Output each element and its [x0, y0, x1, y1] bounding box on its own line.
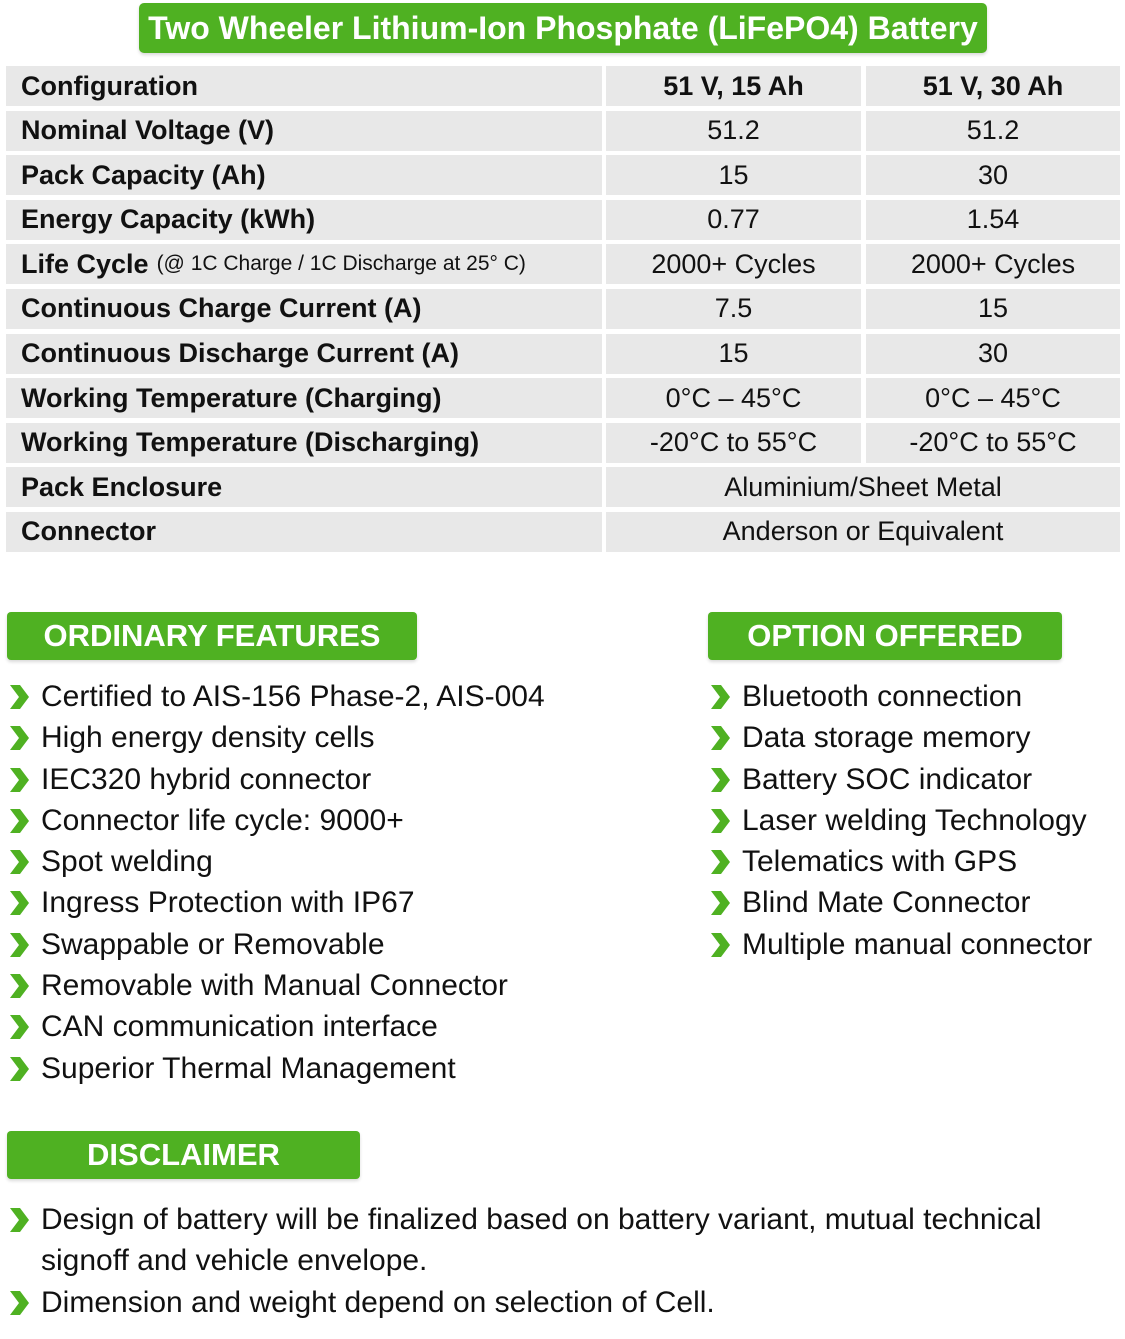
- list-item: [6, 717, 545, 758]
- row-label: [6, 378, 602, 418]
- spec-rows: [6, 111, 1120, 463]
- row-label-text: Pack Capacity (Ah): [21, 159, 266, 190]
- chevron-right-arrow-icon: [8, 889, 30, 917]
- list-item: [6, 965, 545, 1006]
- chevron-right-arrow-icon: [8, 724, 30, 752]
- row-value-merged: Aluminium/Sheet Metal: [606, 467, 1120, 507]
- row-value-30ah: -20°C to 55°C: [866, 423, 1120, 463]
- list-item-text: Multiple manual connector: [742, 927, 1093, 961]
- header-configuration: Configuration: [6, 66, 602, 106]
- table-row: [6, 423, 1120, 463]
- table-row: [6, 467, 1120, 507]
- list-item: [6, 841, 545, 882]
- row-value-30ah: 30: [866, 155, 1120, 195]
- row-value-15ah: 51.2: [606, 111, 861, 151]
- list-item-text: Data storage memory: [742, 721, 1031, 755]
- row-value-30ah: 30: [866, 334, 1120, 374]
- row-value-30ah: 15: [866, 289, 1120, 329]
- row-value-30ah: 51.2: [866, 111, 1120, 151]
- list-item-text: Removable with Manual Connector: [41, 969, 508, 1003]
- header-col-15ah: 51 V, 15 Ah: [606, 66, 861, 106]
- row-label-text: Continuous Charge Current (A): [21, 293, 422, 324]
- list-item-text: Certified to AIS-156 Phase-2, AIS-004: [41, 680, 545, 713]
- table-row: [6, 200, 1120, 240]
- row-label: Pack Enclosure: [6, 467, 602, 507]
- list-item: [6, 1006, 545, 1047]
- list-item: [6, 882, 545, 923]
- chevron-right-arrow-icon: [8, 683, 30, 711]
- row-value-15ah: 0°C – 45°C: [606, 378, 861, 418]
- table-row: [6, 512, 1120, 552]
- options-list: [707, 676, 1092, 965]
- list-item-text: Bluetooth connection: [742, 680, 1023, 713]
- list-item: [6, 1282, 1116, 1323]
- chevron-right-arrow-icon: [8, 766, 30, 794]
- chevron-right-arrow-icon: [8, 1013, 30, 1041]
- row-value-15ah: 7.5: [606, 289, 861, 329]
- list-item-text: Connector life cycle: 9000+: [41, 803, 404, 837]
- row-value-15ah: 15: [606, 155, 861, 195]
- row-label: Connector: [6, 512, 602, 552]
- list-item-text: IEC320 hybrid connector: [41, 762, 372, 796]
- chevron-right-arrow-icon: [709, 683, 731, 711]
- list-item: [6, 759, 545, 800]
- list-item-text: Blind Mate Connector: [742, 886, 1031, 920]
- list-item: [707, 882, 1092, 923]
- table-row: [6, 244, 1120, 284]
- row-label: [6, 200, 602, 240]
- row-label-text: Life Cycle: [21, 248, 149, 279]
- list-item: [707, 759, 1092, 800]
- chevron-right-arrow-icon: [8, 807, 30, 835]
- chevron-right-arrow-icon: [8, 931, 30, 959]
- features-list: [6, 676, 545, 1089]
- table-row: [6, 155, 1120, 195]
- list-item: [707, 841, 1092, 882]
- list-item-text: Dimension and weight depend on selection of Cell.: [41, 1285, 715, 1319]
- table-row: [6, 289, 1120, 329]
- chevron-right-arrow-icon: [709, 931, 731, 959]
- list-item-text: Spot welding: [41, 845, 213, 879]
- row-label: [6, 244, 602, 284]
- options-heading: OPTION OFFERED: [708, 612, 1062, 660]
- row-value-15ah: -20°C to 55°C: [606, 423, 861, 463]
- chevron-right-arrow-icon: [8, 848, 30, 876]
- chevron-right-arrow-icon: [709, 766, 731, 794]
- list-item-text: Laser welding Technology: [742, 803, 1087, 837]
- row-label-text: Nominal Voltage (V): [21, 115, 275, 146]
- list-item: [6, 924, 545, 965]
- chevron-right-arrow-icon: [8, 972, 30, 1000]
- list-item-text: High energy density cells: [41, 721, 375, 755]
- row-value-30ah: 1.54: [866, 200, 1120, 240]
- list-item-text: Swappable or Removable: [41, 927, 385, 961]
- table-header-row: [6, 66, 1120, 106]
- row-value-merged: Anderson or Equivalent: [606, 512, 1120, 552]
- spec-table: [6, 66, 1120, 557]
- row-label: [6, 289, 602, 329]
- list-item: [6, 676, 545, 717]
- row-value-30ah: 2000+ Cycles: [866, 244, 1120, 284]
- list-item: [6, 1048, 545, 1089]
- list-item-text: Battery SOC indicator: [742, 762, 1033, 796]
- row-value-15ah: 0.77: [606, 200, 861, 240]
- list-item-text: Superior Thermal Management: [41, 1051, 456, 1085]
- table-row: [6, 111, 1120, 151]
- row-label: [6, 423, 602, 463]
- list-item: [6, 800, 545, 841]
- list-item: [707, 924, 1092, 965]
- list-item: [6, 1199, 1116, 1282]
- list-item: [707, 676, 1092, 717]
- table-row: [6, 334, 1120, 374]
- row-label: [6, 334, 602, 374]
- chevron-right-arrow-icon: [709, 848, 731, 876]
- row-value-30ah: 0°C – 45°C: [866, 378, 1120, 418]
- row-label-text: Working Temperature (Discharging): [21, 427, 480, 458]
- row-note: (@ 1C Charge / 1C Discharge at 25° C): [156, 252, 526, 276]
- features-heading: ORDINARY FEATURES: [7, 612, 417, 660]
- row-label: [6, 111, 602, 151]
- chevron-right-arrow-icon: [709, 724, 731, 752]
- list-item-text: Ingress Protection with IP67: [41, 886, 415, 920]
- row-label-text: Energy Capacity (kWh): [21, 204, 316, 235]
- disclaimer-heading: DISCLAIMER: [7, 1131, 360, 1179]
- list-item-text: Design of battery will be finalized based on battery variant, mutual technical signoff and vehicle envelope.: [41, 1203, 1042, 1278]
- row-label-text: Working Temperature (Charging): [21, 382, 442, 413]
- chevron-right-arrow-icon: [709, 889, 731, 917]
- chevron-right-arrow-icon: [8, 1206, 30, 1234]
- list-item: [707, 800, 1092, 841]
- table-row: [6, 378, 1120, 418]
- page-title: Two Wheeler Lithium-Ion Phosphate (LiFePO4) Battery: [139, 3, 987, 53]
- row-label-text: Continuous Discharge Current (A): [21, 338, 460, 369]
- list-item-text: Telematics with GPS: [742, 845, 1018, 879]
- disclaimer-list: [6, 1199, 1116, 1323]
- chevron-right-arrow-icon: [8, 1289, 30, 1317]
- header-col-30ah: 51 V, 30 Ah: [866, 66, 1120, 106]
- chevron-right-arrow-icon: [709, 807, 731, 835]
- chevron-right-arrow-icon: [8, 1055, 30, 1083]
- list-item-text: CAN communication interface: [41, 1010, 438, 1044]
- row-value-15ah: 2000+ Cycles: [606, 244, 861, 284]
- row-label: [6, 155, 602, 195]
- span-rows: [6, 467, 1120, 552]
- list-item: [707, 717, 1092, 758]
- row-value-15ah: 15: [606, 334, 861, 374]
